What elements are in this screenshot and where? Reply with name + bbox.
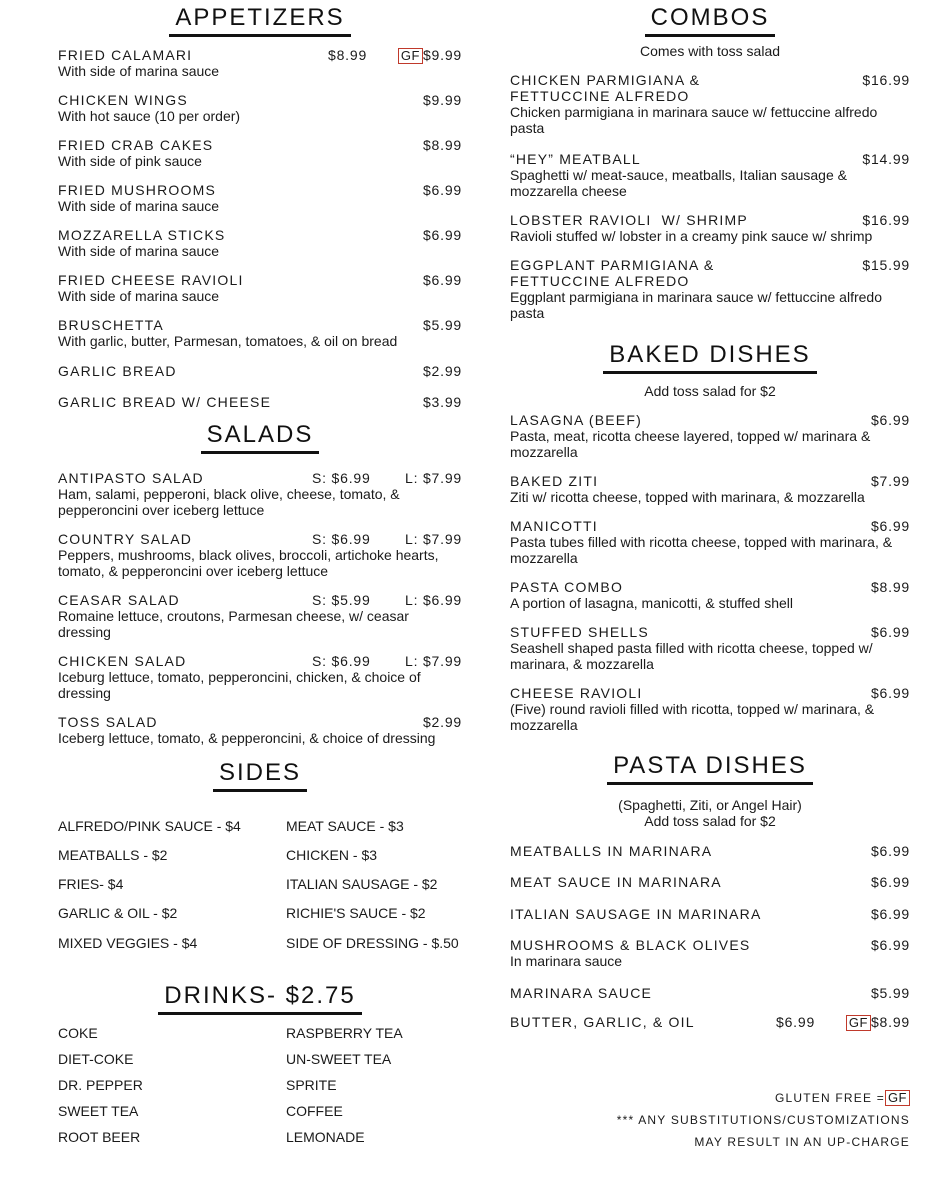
item-desc: (Five) round ravioli filled with ricotta, topped w/ marinara, & mozzarella	[510, 701, 875, 733]
item-desc: With side of marina sauce	[58, 63, 220, 79]
menu-item	[510, 624, 910, 672]
item-price: $6.99	[776, 1014, 816, 1030]
item-name: PASTA COMBO	[510, 579, 624, 595]
pasta-subtitle: (Spaghetti, Ziti, or Angel Hair)	[618, 797, 802, 813]
item-name: “HEY” MEATBALL	[510, 151, 641, 167]
gf-note-text: GLUTEN FREE =	[774, 1091, 885, 1105]
gf-badge: GF	[846, 1015, 871, 1031]
item-desc: With side of marina sauce	[58, 243, 220, 259]
item-price-large: L: $7.99	[405, 470, 462, 486]
item-desc: Peppers, mushrooms, black olives, broccoli, artichoke hearts, tomato, & pepperoncini over iceberg lettuce	[58, 547, 439, 579]
menu-item	[58, 92, 462, 124]
menu-item	[510, 212, 910, 244]
item-name: FRIED MUSHROOMS	[58, 182, 216, 198]
menu-item	[58, 227, 462, 259]
item-price-large: L: $7.99	[405, 653, 462, 669]
item-name: BUTTER, GARLIC, & OIL	[510, 1014, 695, 1030]
menu-item	[510, 937, 910, 969]
item-price: $6.99	[870, 412, 910, 428]
item-desc: With side of marina sauce	[58, 198, 220, 214]
gf-price-value: $8.99	[870, 1014, 910, 1030]
item-desc: With garlic, butter, Parmesan, tomatoes, & oil on bread	[58, 333, 398, 349]
drink-item: DIET-COKE	[58, 1051, 134, 1067]
drink-item: DR. PEPPER	[58, 1077, 143, 1093]
item-price: $6.99	[870, 843, 910, 859]
menu-item	[510, 473, 910, 505]
item-name: MOZZARELLA STICKS	[58, 227, 226, 243]
item-desc: Chicken parmigiana in marinara sauce w/ fettuccine alfredo pasta	[510, 104, 878, 136]
menu-item	[58, 531, 462, 579]
item-desc: Pasta tubes filled with ricotta cheese, topped with marinara, & mozzarella	[510, 534, 893, 566]
item-desc: Ham, salami, pepperoni, black olive, cheese, tomato, & pepperoncini over iceberg lettuce	[58, 486, 400, 518]
drinks-title: DRINKS- $2.75	[58, 982, 462, 1015]
drink-item: RASPBERRY TEA	[286, 1025, 403, 1041]
menu-item	[510, 72, 910, 136]
item-price: $6.99	[422, 227, 462, 243]
item-price-small: S: $6.99	[312, 653, 371, 669]
item-name-line2: FETTUCCINE ALFREDO	[510, 273, 690, 289]
item-name: FRIED CALAMARI	[58, 47, 193, 63]
item-price: $6.99	[870, 874, 910, 890]
item-name: STUFFED SHELLS	[510, 624, 649, 640]
menu-item	[58, 317, 462, 349]
drink-item: ROOT BEER	[58, 1129, 141, 1145]
upcharge-note: MAY RESULT IN AN UP-CHARGE	[694, 1135, 910, 1149]
drink-item: SWEET TEA	[58, 1103, 139, 1119]
menu-item	[510, 257, 910, 321]
menu-item	[510, 579, 910, 611]
item-name: ITALIAN SAUSAGE IN MARINARA	[510, 906, 762, 922]
item-price-large: L: $7.99	[405, 531, 462, 547]
item-name: MEAT SAUCE IN MARINARA	[510, 874, 722, 890]
menu-item	[58, 363, 462, 379]
menu-item	[58, 47, 462, 79]
combos-title: COMBOS	[510, 4, 910, 37]
item-price: $6.99	[422, 272, 462, 288]
menu-item	[510, 906, 910, 922]
gf-badge: GF	[885, 1090, 910, 1106]
item-desc: Pasta, meat, ricotta cheese layered, topped w/ marinara & mozzarella	[510, 428, 871, 460]
item-price: $2.99	[422, 714, 462, 730]
item-name: FRIED CHEESE RAVIOLI	[58, 272, 244, 288]
gf-badge: GF	[398, 48, 423, 64]
item-price: $3.99	[422, 394, 462, 410]
item-desc: In marinara sauce	[510, 953, 623, 969]
side-item: CHICKEN - $3	[286, 847, 378, 863]
item-name: CHICKEN WINGS	[58, 92, 188, 108]
item-desc: A portion of lasagna, manicotti, & stuffed shell	[510, 595, 794, 611]
salads-title: SALADS	[58, 421, 462, 454]
item-price: $6.99	[870, 937, 910, 953]
item-price: $5.99	[870, 985, 910, 1001]
item-price: $6.99	[870, 685, 910, 701]
gf-price-value: $9.99	[422, 47, 462, 63]
menu-item	[510, 1014, 910, 1030]
item-desc: Romaine lettuce, croutons, Parmesan cheese, w/ ceasar dressing	[58, 608, 409, 640]
item-name: CHEESE RAVIOLI	[510, 685, 643, 701]
substitutions-note: *** ANY SUBSTITUTIONS/CUSTOMIZATIONS	[616, 1113, 910, 1127]
item-name: BRUSCHETTA	[58, 317, 164, 333]
item-price: $16.99	[862, 72, 910, 88]
side-item: SIDE OF DRESSING - $.50	[286, 935, 459, 951]
menu-item	[510, 518, 910, 566]
item-name: CHICKEN SALAD	[58, 653, 187, 669]
item-price: $6.99	[870, 906, 910, 922]
item-price-small: S: $6.99	[312, 470, 371, 486]
side-item: GARLIC & OIL - $2	[58, 905, 178, 921]
item-name: MARINARA SAUCE	[510, 985, 653, 1001]
item-name: MANICOTTI	[510, 518, 598, 534]
item-price: $8.99	[328, 47, 368, 63]
menu-item	[58, 470, 462, 518]
item-price: $2.99	[422, 363, 462, 379]
baked-subtitle: Add toss salad for $2	[644, 383, 776, 399]
gluten-free-note	[775, 1090, 910, 1106]
item-desc: With side of marina sauce	[58, 288, 220, 304]
item-name: GARLIC BREAD	[58, 363, 177, 379]
menu-item	[58, 137, 462, 169]
item-desc: Iceberg lettuce, tomato, & pepperoncini, & choice of dressing	[58, 730, 436, 746]
side-item: MIXED VEGGIES - $4	[58, 935, 198, 951]
item-desc: Iceburg lettuce, tomato, pepperoncini, chicken, & choice of dressing	[58, 669, 421, 701]
drink-item: COFFEE	[286, 1103, 343, 1119]
pasta-dishes-title: PASTA DISHES	[510, 752, 910, 785]
appetizers-title: APPETIZERS	[58, 4, 462, 37]
item-name: FRIED CRAB CAKES	[58, 137, 214, 153]
gf-price	[846, 1014, 910, 1031]
item-name: LOBSTER RAVIOLI W/ SHRIMP	[510, 212, 748, 228]
item-price: $16.99	[862, 212, 910, 228]
drink-item: LEMONADE	[286, 1129, 365, 1145]
item-price: $9.99	[422, 92, 462, 108]
item-name: COUNTRY SALAD	[58, 531, 193, 547]
item-price-small: S: $6.99	[312, 531, 371, 547]
item-price: $6.99	[422, 182, 462, 198]
item-price: $15.99	[862, 257, 910, 273]
side-item: RICHIE'S SAUCE - $2	[286, 905, 426, 921]
pasta-subtitle-2: Add toss salad for $2	[644, 813, 776, 829]
item-price: $5.99	[422, 317, 462, 333]
item-name: ANTIPASTO SALAD	[58, 470, 204, 486]
item-desc: Ziti w/ ricotta cheese, topped with marinara, & mozzarella	[510, 489, 865, 505]
menu-item	[510, 985, 910, 1001]
drink-item: COKE	[58, 1025, 98, 1041]
drink-item: SPRITE	[286, 1077, 337, 1093]
item-desc: Spaghetti w/ meat-sauce, meatballs, Italian sausage & mozzarella cheese	[510, 167, 847, 199]
item-desc: Eggplant parmigiana in marinara sauce w/ fettuccine alfredo pasta	[510, 289, 882, 321]
side-item: FRIES- $4	[58, 876, 124, 892]
drink-item: UN-SWEET TEA	[286, 1051, 392, 1067]
sides-title: SIDES	[58, 759, 462, 792]
item-desc: Ravioli stuffed w/ lobster in a creamy pink sauce w/ shrimp	[510, 228, 873, 244]
item-price-large: L: $6.99	[405, 592, 462, 608]
item-name: GARLIC BREAD W/ CHEESE	[58, 394, 272, 410]
item-price: $8.99	[870, 579, 910, 595]
menu-item	[510, 151, 910, 199]
item-name: CHICKEN PARMIGIANA &	[510, 72, 701, 88]
menu-item	[58, 182, 462, 214]
item-name: TOSS SALAD	[58, 714, 158, 730]
item-desc: With side of pink sauce	[58, 153, 202, 169]
menu-item	[510, 685, 910, 733]
item-desc: Seashell shaped pasta filled with ricotta cheese, topped w/ marinara, & mozzarella	[510, 640, 873, 672]
baked-dishes-title: BAKED DISHES	[510, 341, 910, 374]
gf-price	[398, 47, 462, 64]
item-name-line2: FETTUCCINE ALFREDO	[510, 88, 690, 104]
menu-item	[58, 272, 462, 304]
menu-item	[510, 874, 910, 890]
item-price: $14.99	[862, 151, 910, 167]
menu-item	[58, 394, 462, 410]
item-price: $7.99	[870, 473, 910, 489]
menu-item	[58, 592, 462, 640]
item-price: $6.99	[870, 518, 910, 534]
item-name: BAKED ZITI	[510, 473, 599, 489]
combos-subtitle: Comes with toss salad	[639, 43, 781, 59]
side-item: MEAT SAUCE - $3	[286, 818, 404, 834]
menu-item	[58, 653, 462, 701]
menu-item	[58, 714, 462, 746]
item-name: MEATBALLS IN MARINARA	[510, 843, 713, 859]
menu-item	[510, 412, 910, 460]
item-name: EGGPLANT PARMIGIANA &	[510, 257, 715, 273]
item-price: $6.99	[870, 624, 910, 640]
item-desc: With hot sauce (10 per order)	[58, 108, 241, 124]
side-item: MEATBALLS - $2	[58, 847, 168, 863]
item-name: MUSHROOMS & BLACK OLIVES	[510, 937, 751, 953]
side-item: ITALIAN SAUSAGE - $2	[286, 876, 438, 892]
item-name: LASAGNA (BEEF)	[510, 412, 642, 428]
item-price-small: S: $5.99	[312, 592, 371, 608]
side-item: ALFREDO/PINK SAUCE - $4	[58, 818, 241, 834]
item-price: $8.99	[422, 137, 462, 153]
menu-item	[510, 843, 910, 859]
item-name: CEASAR SALAD	[58, 592, 180, 608]
